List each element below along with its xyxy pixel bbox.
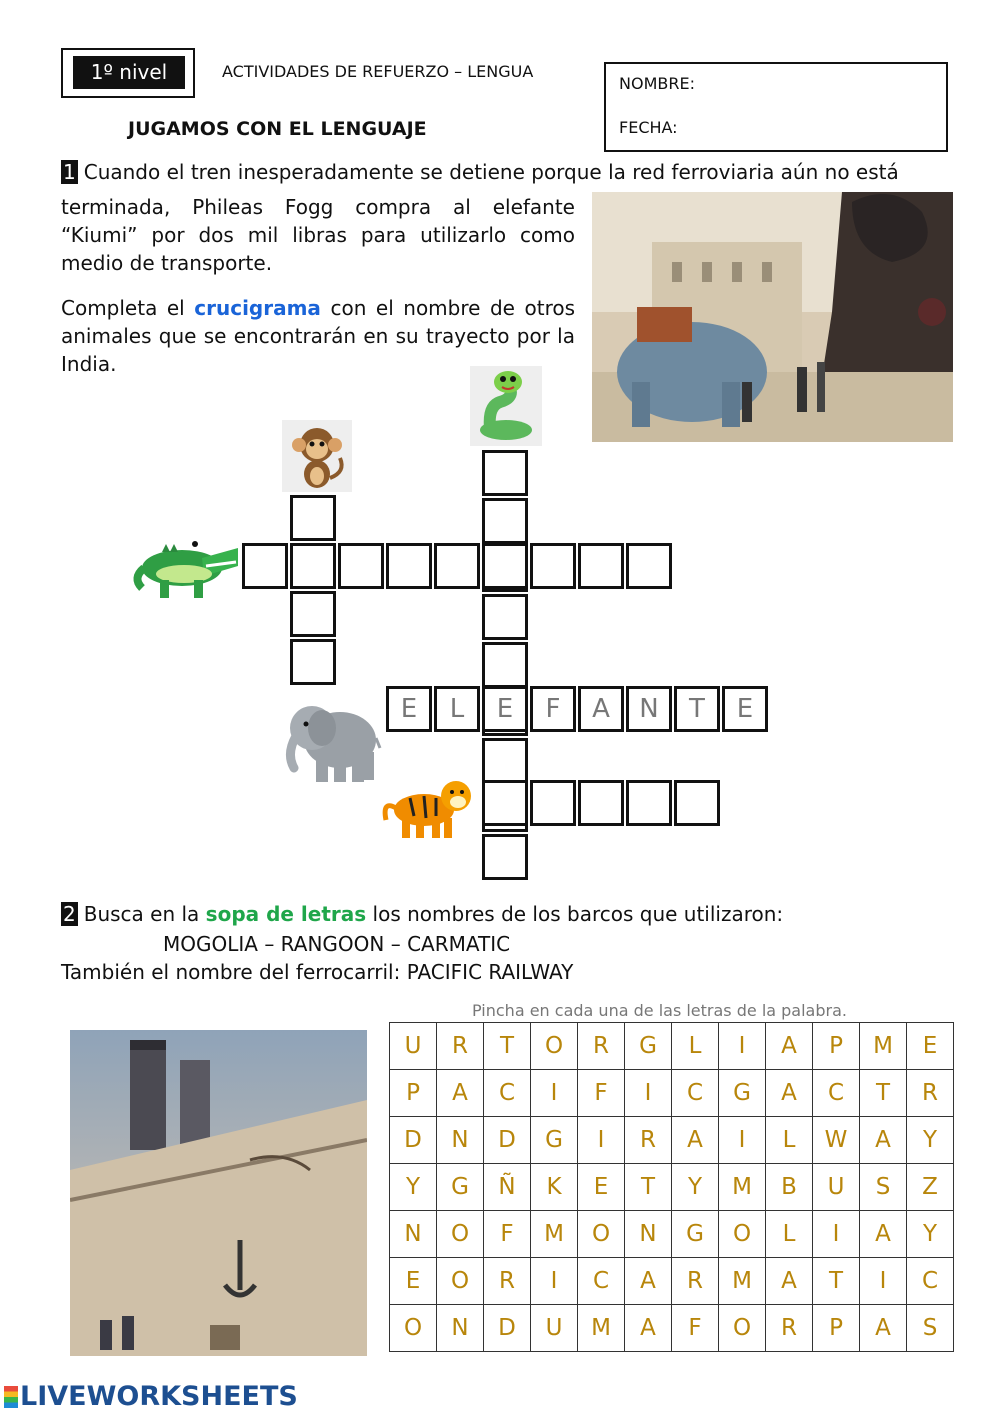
- word-search-letter[interactable]: A: [860, 1117, 907, 1164]
- question-2-number: 2: [63, 902, 76, 926]
- crossword-cell-crocodile[interactable]: [386, 543, 432, 589]
- word-search-letter[interactable]: A: [672, 1117, 719, 1164]
- word-search-letter[interactable]: N: [437, 1117, 484, 1164]
- crossword-cell-tiger[interactable]: [626, 780, 672, 826]
- crossword-cell-crocodile[interactable]: [626, 543, 672, 589]
- word-search-letter[interactable]: D: [390, 1117, 437, 1164]
- word-search-letter[interactable]: M: [578, 1305, 625, 1352]
- word-search-letter[interactable]: L: [766, 1211, 813, 1258]
- word-search-letter[interactable]: A: [625, 1258, 672, 1305]
- word-search-letter[interactable]: R: [907, 1070, 954, 1117]
- word-search-row: [390, 1305, 954, 1352]
- crossword-cell-monkey[interactable]: [290, 495, 336, 541]
- railway-name: También el nombre del ferrocarril: PACIFIC RAILWAY: [61, 960, 574, 984]
- word-search-letter[interactable]: U: [813, 1164, 860, 1211]
- crossword-cell-monkey[interactable]: [290, 591, 336, 637]
- word-search-letter[interactable]: A: [625, 1305, 672, 1352]
- word-search-letter[interactable]: I: [813, 1211, 860, 1258]
- word-search-letter[interactable]: G: [719, 1070, 766, 1117]
- word-search-letter[interactable]: I: [531, 1258, 578, 1305]
- word-search-letter[interactable]: R: [766, 1305, 813, 1352]
- crossword-cell-monkey[interactable]: [290, 639, 336, 685]
- word-search-letter[interactable]: I: [719, 1023, 766, 1070]
- worksheet-title: ACTIVIDADES DE REFUERZO – LENGUA: [222, 62, 534, 81]
- word-search-letter[interactable]: A: [437, 1070, 484, 1117]
- tiger-icon: [380, 772, 478, 844]
- word-search-letter[interactable]: A: [766, 1258, 813, 1305]
- word-search-letter[interactable]: P: [813, 1305, 860, 1352]
- word-search-letter[interactable]: E: [578, 1164, 625, 1211]
- crossword-cell-tiger[interactable]: [578, 780, 624, 826]
- date-label: FECHA:: [619, 118, 678, 137]
- word-search-letter[interactable]: M: [719, 1164, 766, 1211]
- word-search-letter[interactable]: U: [390, 1023, 437, 1070]
- word-search-letter[interactable]: R: [578, 1023, 625, 1070]
- word-search-letter[interactable]: L: [766, 1117, 813, 1164]
- word-search-letter[interactable]: O: [719, 1211, 766, 1258]
- word-search-letter[interactable]: N: [437, 1305, 484, 1352]
- word-search-letter[interactable]: P: [390, 1070, 437, 1117]
- crocodile-icon: [132, 518, 240, 608]
- word-search-letter[interactable]: R: [672, 1258, 719, 1305]
- word-search-letter[interactable]: Y: [390, 1164, 437, 1211]
- word-search-letter[interactable]: N: [390, 1211, 437, 1258]
- word-search-letter[interactable]: A: [860, 1305, 907, 1352]
- question-2-text-a: Busca en la: [83, 902, 200, 926]
- question-2-line: [61, 902, 783, 926]
- word-search-letter[interactable]: F: [578, 1070, 625, 1117]
- logo-text: LIVEWORKSHEETS: [20, 1381, 298, 1412]
- question-1-text: Cuando el tren inesperadamente se detiene porque la red ferroviaria aún no está: [83, 160, 899, 184]
- word-search-letter[interactable]: O: [390, 1305, 437, 1352]
- word-search-letter[interactable]: T: [625, 1164, 672, 1211]
- word-search-letter[interactable]: B: [766, 1164, 813, 1211]
- crossword-cell-snake[interactable]: [482, 594, 528, 640]
- word-search-letter[interactable]: G: [531, 1117, 578, 1164]
- word-search-letter[interactable]: T: [860, 1070, 907, 1117]
- word-search-letter[interactable]: Y: [907, 1117, 954, 1164]
- word-search-letter[interactable]: Ñ: [484, 1164, 531, 1211]
- word-search-letter[interactable]: A: [766, 1070, 813, 1117]
- word-search-letter[interactable]: N: [625, 1211, 672, 1258]
- crossword-cell-crocodile[interactable]: [290, 543, 336, 589]
- word-search-row: [390, 1023, 954, 1070]
- word-search-letter[interactable]: A: [860, 1211, 907, 1258]
- logo-icon: [4, 1386, 18, 1408]
- crossword-cell-tiger[interactable]: [530, 780, 576, 826]
- word-search-letter[interactable]: C: [484, 1070, 531, 1117]
- question-1-paragraph: terminada, Phileas Fogg compra al elefante “Kiumi” por dos mil libras para utilizarlo como medio de transporte.: [61, 195, 575, 275]
- word-search-letter[interactable]: O: [437, 1258, 484, 1305]
- question-1-line: [61, 160, 931, 184]
- word-search-letter[interactable]: I: [719, 1117, 766, 1164]
- word-search-letter[interactable]: I: [531, 1070, 578, 1117]
- crossword-cell-elephant: F: [530, 686, 576, 732]
- word-search-letter[interactable]: O: [531, 1023, 578, 1070]
- word-search-grid: [389, 1022, 954, 1352]
- ship-names: MOGOLIA – RANGOON – CARMATIC: [163, 932, 511, 956]
- word-search-letter[interactable]: M: [719, 1258, 766, 1305]
- name-label: NOMBRE:: [619, 74, 695, 93]
- word-search-letter[interactable]: D: [484, 1305, 531, 1352]
- snake-icon: [470, 366, 542, 446]
- crossword-cell-tiger[interactable]: [482, 780, 528, 826]
- crossword-cell-elephant: E: [482, 686, 528, 732]
- word-search-letter[interactable]: M: [531, 1211, 578, 1258]
- name-date-box: [604, 62, 948, 152]
- word-search-letter[interactable]: A: [766, 1023, 813, 1070]
- monkey-icon: [282, 420, 352, 492]
- word-search-letter[interactable]: G: [437, 1164, 484, 1211]
- word-search-letter[interactable]: C: [907, 1258, 954, 1305]
- page-subtitle: JUGAMOS CON EL LENGUAJE: [128, 118, 427, 140]
- word-search-highlight: sopa de letras: [205, 902, 367, 926]
- word-search-letter[interactable]: S: [860, 1164, 907, 1211]
- word-search-letter[interactable]: C: [578, 1258, 625, 1305]
- train-elephant-photo: [592, 192, 953, 442]
- crossword-cell-snake[interactable]: [482, 738, 528, 784]
- crossword-cell-crocodile[interactable]: [530, 543, 576, 589]
- crossword-cell-snake[interactable]: [482, 834, 528, 880]
- crossword-cell-elephant: A: [578, 686, 624, 732]
- word-search-letter[interactable]: I: [860, 1258, 907, 1305]
- word-search-letter[interactable]: O: [578, 1211, 625, 1258]
- question-2-text-b: los nombres de los barcos que utilizaron:: [372, 902, 784, 926]
- word-search-letter[interactable]: U: [531, 1305, 578, 1352]
- instruction-text-a: Completa el: [61, 296, 185, 320]
- ship-photo: [70, 1030, 367, 1356]
- word-search-letter[interactable]: T: [813, 1258, 860, 1305]
- word-search-letter[interactable]: F: [484, 1211, 531, 1258]
- crossword-cell-elephant: E: [722, 686, 768, 732]
- word-search-letter[interactable]: L: [672, 1023, 719, 1070]
- instruction-text-b: con el nombre de otros animales que se encontrarán en su trayecto por la India.: [61, 296, 576, 376]
- word-search-letter[interactable]: P: [813, 1023, 860, 1070]
- word-search-letter[interactable]: W: [813, 1117, 860, 1164]
- word-search-letter[interactable]: T: [484, 1023, 531, 1070]
- word-search-letter[interactable]: O: [719, 1305, 766, 1352]
- word-search-letter[interactable]: O: [437, 1211, 484, 1258]
- word-search-row: [390, 1258, 954, 1305]
- crossword-cell-crocodile[interactable]: [242, 543, 288, 589]
- word-search-letter[interactable]: G: [625, 1023, 672, 1070]
- word-search-row: [390, 1164, 954, 1211]
- crossword-cell-snake[interactable]: [482, 498, 528, 544]
- crossword-cell-tiger[interactable]: [674, 780, 720, 826]
- word-search-letter[interactable]: E: [907, 1023, 954, 1070]
- word-search-hint: Pincha en cada una de las letras de la palabra.: [472, 1001, 847, 1020]
- elephant-icon: [280, 694, 382, 786]
- crossword-cell-crocodile[interactable]: [434, 543, 480, 589]
- word-search-letter[interactable]: D: [484, 1117, 531, 1164]
- crossword-cell-elephant: T: [674, 686, 720, 732]
- word-search-letter[interactable]: I: [578, 1117, 625, 1164]
- word-search-letter[interactable]: E: [390, 1258, 437, 1305]
- word-search-letter[interactable]: Y: [907, 1211, 954, 1258]
- crossword-cell-snake[interactable]: [482, 450, 528, 496]
- crossword-cell-elephant: L: [434, 686, 480, 732]
- crossword-cell-crocodile[interactable]: [338, 543, 384, 589]
- word-search-letter[interactable]: Z: [907, 1164, 954, 1211]
- question-1-number: 1: [63, 160, 76, 184]
- word-search-letter[interactable]: C: [813, 1070, 860, 1117]
- word-search-letter[interactable]: R: [484, 1258, 531, 1305]
- word-search-letter[interactable]: F: [672, 1305, 719, 1352]
- word-search-letter[interactable]: I: [625, 1070, 672, 1117]
- level-box: [61, 48, 195, 98]
- word-search-row: [390, 1117, 954, 1164]
- crossword-cell-elephant: N: [626, 686, 672, 732]
- level-label: 1º nivel: [73, 56, 185, 89]
- word-search-letter[interactable]: C: [672, 1070, 719, 1117]
- word-search-letter[interactable]: K: [531, 1164, 578, 1211]
- word-search-letter[interactable]: R: [625, 1117, 672, 1164]
- liveworksheets-logo: [4, 1381, 298, 1412]
- word-search-letter[interactable]: Y: [672, 1164, 719, 1211]
- crossword-cell-elephant: E: [386, 686, 432, 732]
- word-search-letter[interactable]: G: [672, 1211, 719, 1258]
- word-search-row: [390, 1211, 954, 1258]
- crossword-cell-snake[interactable]: [482, 642, 528, 688]
- word-search-row: [390, 1070, 954, 1117]
- crossword-highlight: crucigrama: [194, 296, 321, 320]
- word-search-letter[interactable]: R: [437, 1023, 484, 1070]
- crossword-cell-crocodile[interactable]: [482, 543, 528, 589]
- word-search-letter[interactable]: M: [860, 1023, 907, 1070]
- word-search-letter[interactable]: S: [907, 1305, 954, 1352]
- crossword-cell-crocodile[interactable]: [578, 543, 624, 589]
